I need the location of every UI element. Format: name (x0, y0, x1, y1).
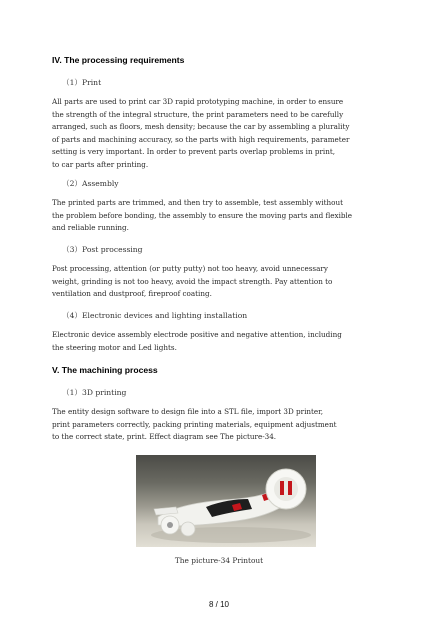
page-number: 8 / 10 (208, 600, 229, 609)
text-line: to car parts after printing. (52, 159, 149, 169)
text-line: and reliable running. (52, 223, 129, 233)
text-line: All parts are used to print car 3D rapid prototyping machine, in order to ensure (52, 97, 344, 106)
text-line: arranged, such as floors, mesh density; because the car by assembling a plurality (52, 122, 350, 132)
printout-photo (136, 455, 316, 547)
text-line: setting is very important. In order to prevent parts overlap problems in print, (52, 147, 336, 157)
text-line: to the correct state, print. Effect diagram see The picture-34. (52, 432, 277, 442)
text-line: the problem before bonding, the assembly to ensure the moving parts and flexible (52, 210, 353, 220)
text-line: print parameters correctly, packing printing materials, equipment adjustment (52, 419, 337, 429)
text-line: The entity design software to design file into a STL file, import 3D printer, (52, 407, 324, 416)
text-line: weight, grinding is not too heavy, avoid the impact strength. Pay attention to (52, 276, 333, 286)
paragraph-electronic-devices (52, 329, 392, 354)
subheading-post-processing: （3）Post processing (62, 245, 143, 254)
figure-caption: The picture-34 Printout (174, 556, 264, 565)
subheading-print: （1）Print (62, 78, 102, 87)
subheading-electronic-devices: （4）Electronic devices and lighting installation (62, 311, 248, 320)
paragraph-assembly (52, 197, 392, 235)
section-heading-machining-process: V. The machining process (52, 365, 158, 375)
paragraph-3d-printing (52, 406, 392, 444)
text-line: Post processing, attention (or putty putty) not too heavy, avoid unnecessary (52, 264, 328, 273)
text-line: ventilation and dustproof, fireproof coating. (52, 289, 212, 299)
subheading-assembly: （2）Assembly (62, 179, 119, 188)
paragraph-post-processing (52, 263, 392, 301)
paragraph-print (52, 96, 392, 172)
text-line: The printed parts are trimmed, and then try to assemble, test assembly without (52, 198, 343, 207)
section-heading-processing-requirements: IV. The processing requirements (52, 55, 185, 65)
text-line: the strength of the integral structure, the print parameters need to be carefully (52, 109, 344, 119)
text-line: of parts and machining accuracy, so the parts with high requirements, parameter (52, 134, 350, 144)
text-line: the steering motor and Led lights. (52, 342, 177, 352)
printed-car-image (136, 455, 316, 547)
text-line: Electronic device assembly electrode positive and negative attention, including (52, 330, 342, 339)
subheading-3d-printing: （1）3D printing (62, 388, 127, 397)
